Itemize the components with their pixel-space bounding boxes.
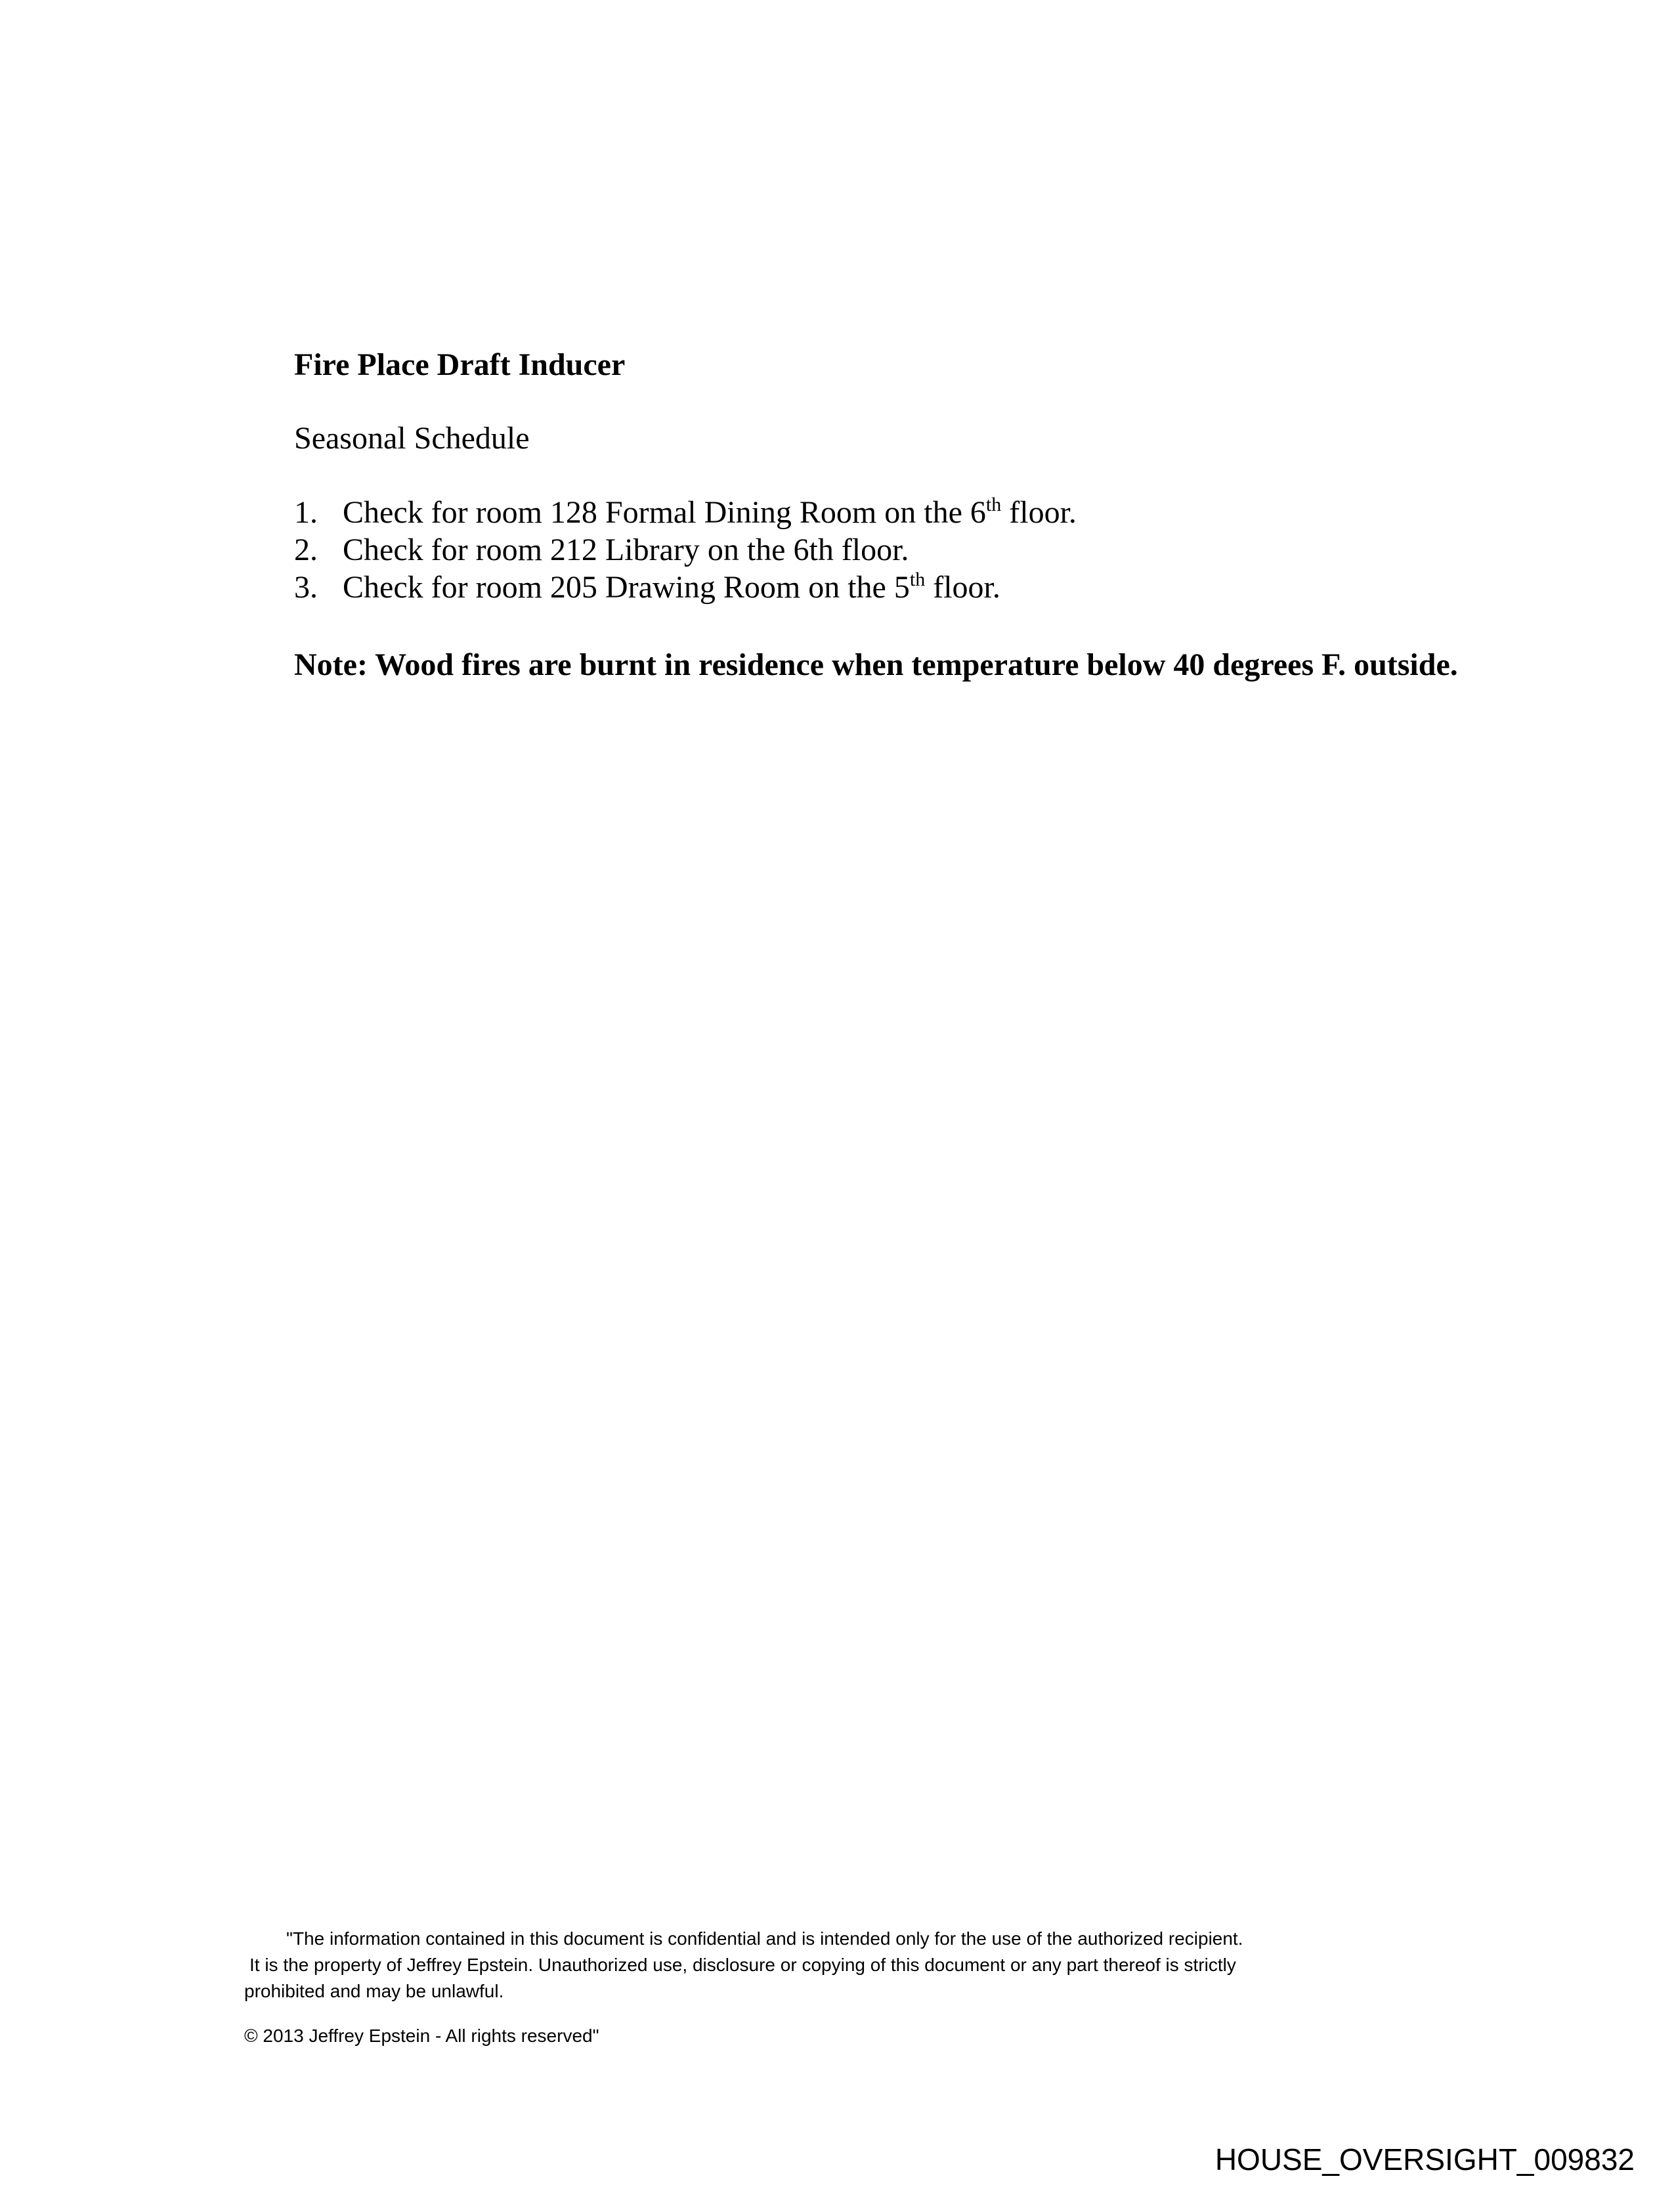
list-item-text-end: floor. [925,570,1000,605]
list-item-superscript: th [909,569,926,590]
list-item-number: 2. [294,532,318,567]
schedule-list [294,494,1077,606]
confidentiality-line: "The information contained in this document is confidential and is intended only for the use of the authorized recipient. [286,1928,1243,1949]
list-item-text: Check for room 212 Library on the 6th floor. [343,532,909,567]
document-title: Fire Place Draft Inducer [294,347,626,382]
list-item-superscript: th [985,494,1002,515]
list-item [294,494,1077,531]
copyright-notice: © 2013 Jeffrey Epstein - All rights reserved" [244,2026,599,2046]
list-item-text: Check for room 205 Drawing Room on the 5 [343,570,910,605]
list-item-text-end: floor. [1001,495,1077,530]
list-item-number: 3. [294,570,318,605]
list-item-text: Check for room 128 Formal Dining Room on the 6 [343,495,986,530]
note-text: Note: Wood fires are burnt in residence when temperature below 40 degrees F. outside. [294,647,1458,682]
list-item-number: 1. [294,495,318,530]
confidentiality-notice [244,1926,1426,2005]
bates-number: HOUSE_OVERSIGHT_009832 [1214,2142,1635,2177]
list-item [294,531,1077,569]
confidentiality-line: prohibited and may be unlawful. [244,1981,504,2001]
document-subtitle: Seasonal Schedule [294,421,530,456]
list-item [294,569,1077,606]
confidentiality-line: It is the property of Jeffrey Epstein. Unauthorized use, disclosure or copying of this document or any part thereof is strictly [249,1955,1236,1975]
